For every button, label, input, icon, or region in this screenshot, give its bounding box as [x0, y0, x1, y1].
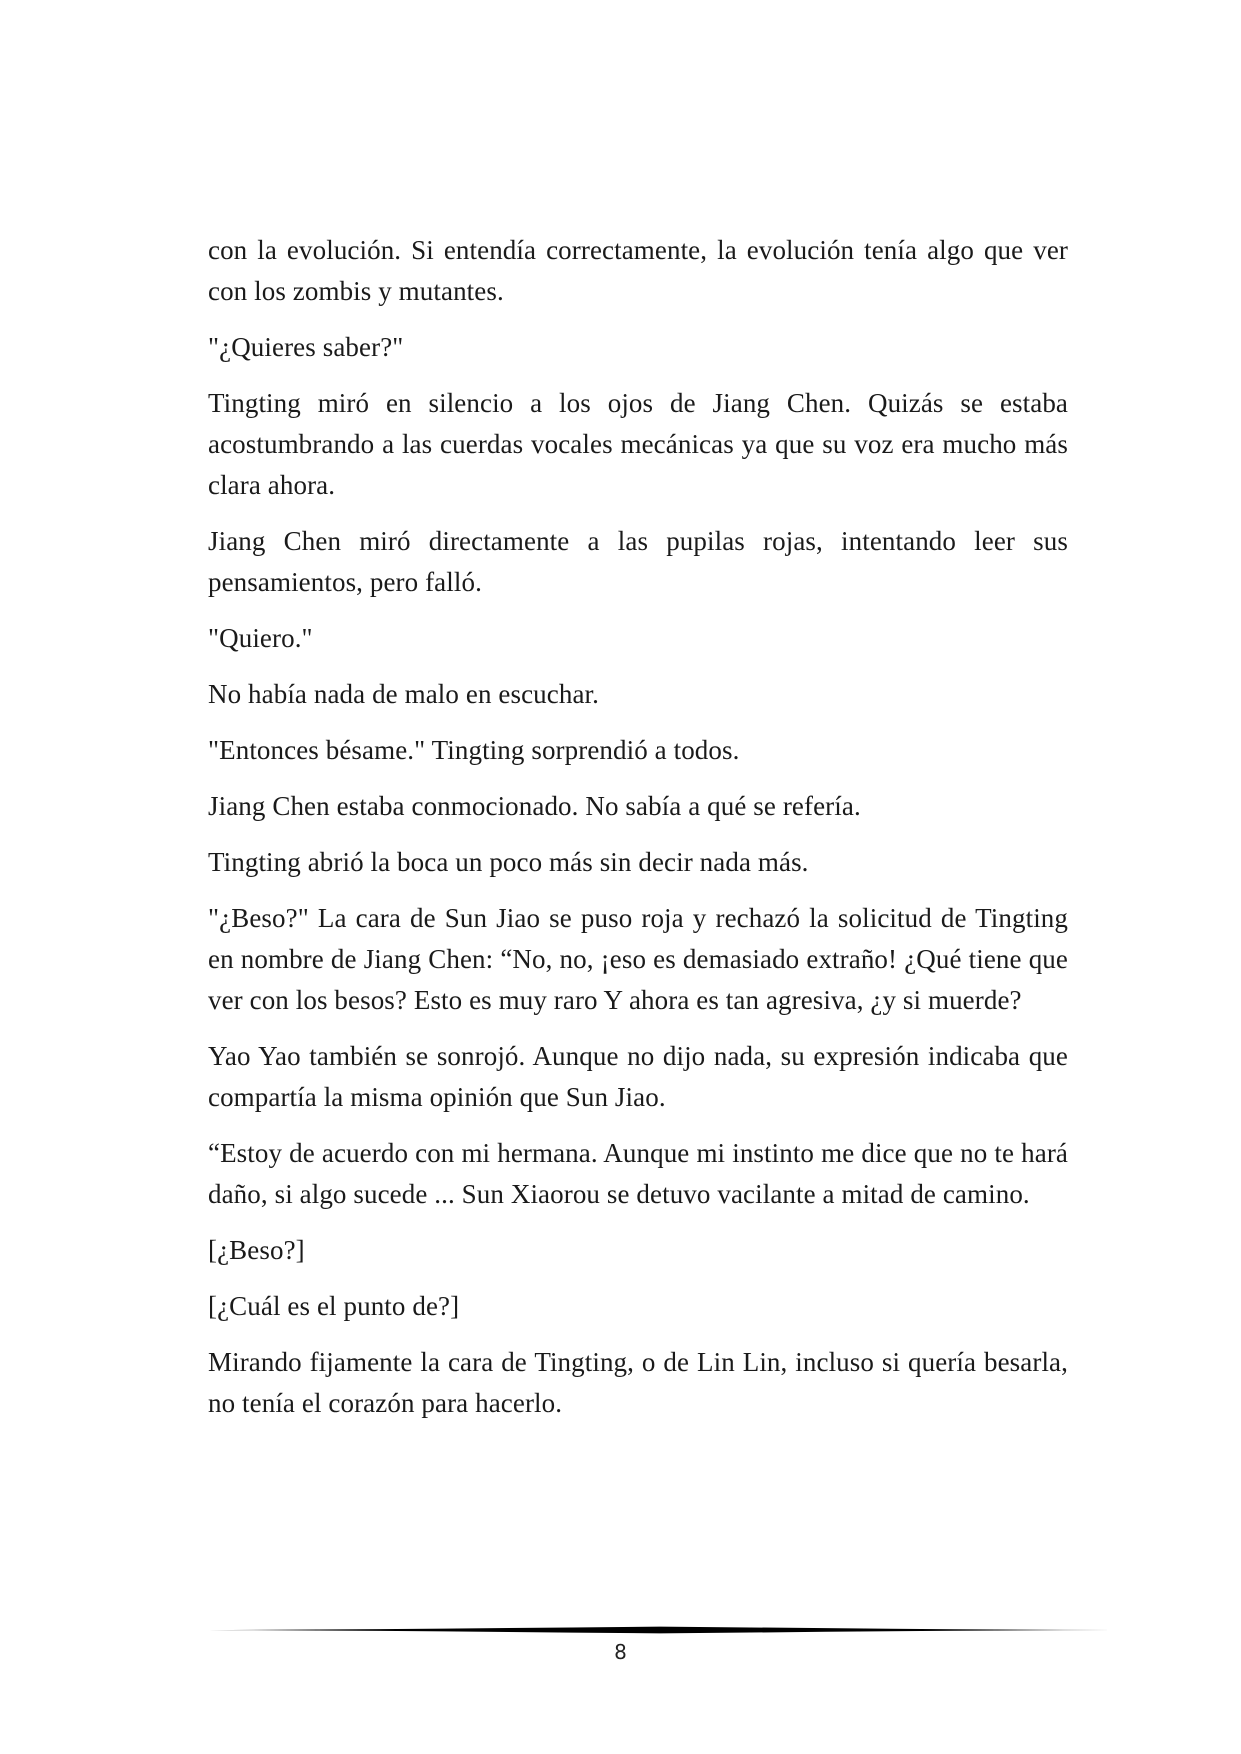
paragraph: [¿Cuál es el punto de?] — [208, 1291, 460, 1321]
paragraph: Mirando fijamente la cara de Tingting, o de Lin Lin, incluso si quería besarla, no tenía el corazón para hacerlo. — [208, 1347, 1068, 1418]
paragraph: "¿Beso?" La cara de Sun Jiao se puso roja y rechazó la solicitud de Tingting en nombre de Jiang Chen: “No, no, ¡eso es demasiado extraño! ¿Qué tiene que ver con los besos? Esto es muy raro Y ahora es tan agresiva, ¿y si muerde? — [208, 903, 1068, 1015]
paragraph: "Quiero." — [208, 623, 313, 653]
paragraph: Yao Yao también se sonrojó. Aunque no dijo nada, su expresión indicaba que compartía la misma opinión que Sun Jiao. — [208, 1041, 1068, 1112]
paragraph: No había nada de malo en escuchar. — [208, 679, 599, 709]
paragraph: “Estoy de acuerdo con mi hermana. Aunque mi instinto me dice que no te hará daño, si algo sucede ... Sun Xiaorou se detuvo vacilante a mitad de camino. — [208, 1138, 1068, 1209]
paragraph: Jiang Chen estaba conmocionado. No sabía a qué se refería. — [208, 791, 861, 821]
paragraph: Jiang Chen miró directamente a las pupilas rojas, intentando leer sus pensamientos, pero falló. — [208, 526, 1068, 597]
page-body-text — [208, 230, 1068, 1439]
paragraph: "Entonces bésame." Tingting sorprendió a todos. — [208, 735, 740, 765]
footer-divider — [208, 1624, 1112, 1636]
paragraph: Tingting abrió la boca un poco más sin decir nada más. — [208, 847, 809, 877]
paragraph: Tingting miró en silencio a los ojos de Jiang Chen. Quizás se estaba acostumbrando a las cuerdas vocales mecánicas ya que su voz era mucho más clara ahora. — [208, 388, 1068, 500]
page-number: 8 — [614, 1640, 627, 1664]
paragraph: [¿Beso?] — [208, 1235, 305, 1265]
paragraph: "¿Quieres saber?" — [208, 332, 404, 362]
paragraph: con la evolución. Si entendía correctamente, la evolución tenía algo que ver con los zombis y mutantes. — [208, 235, 1068, 306]
